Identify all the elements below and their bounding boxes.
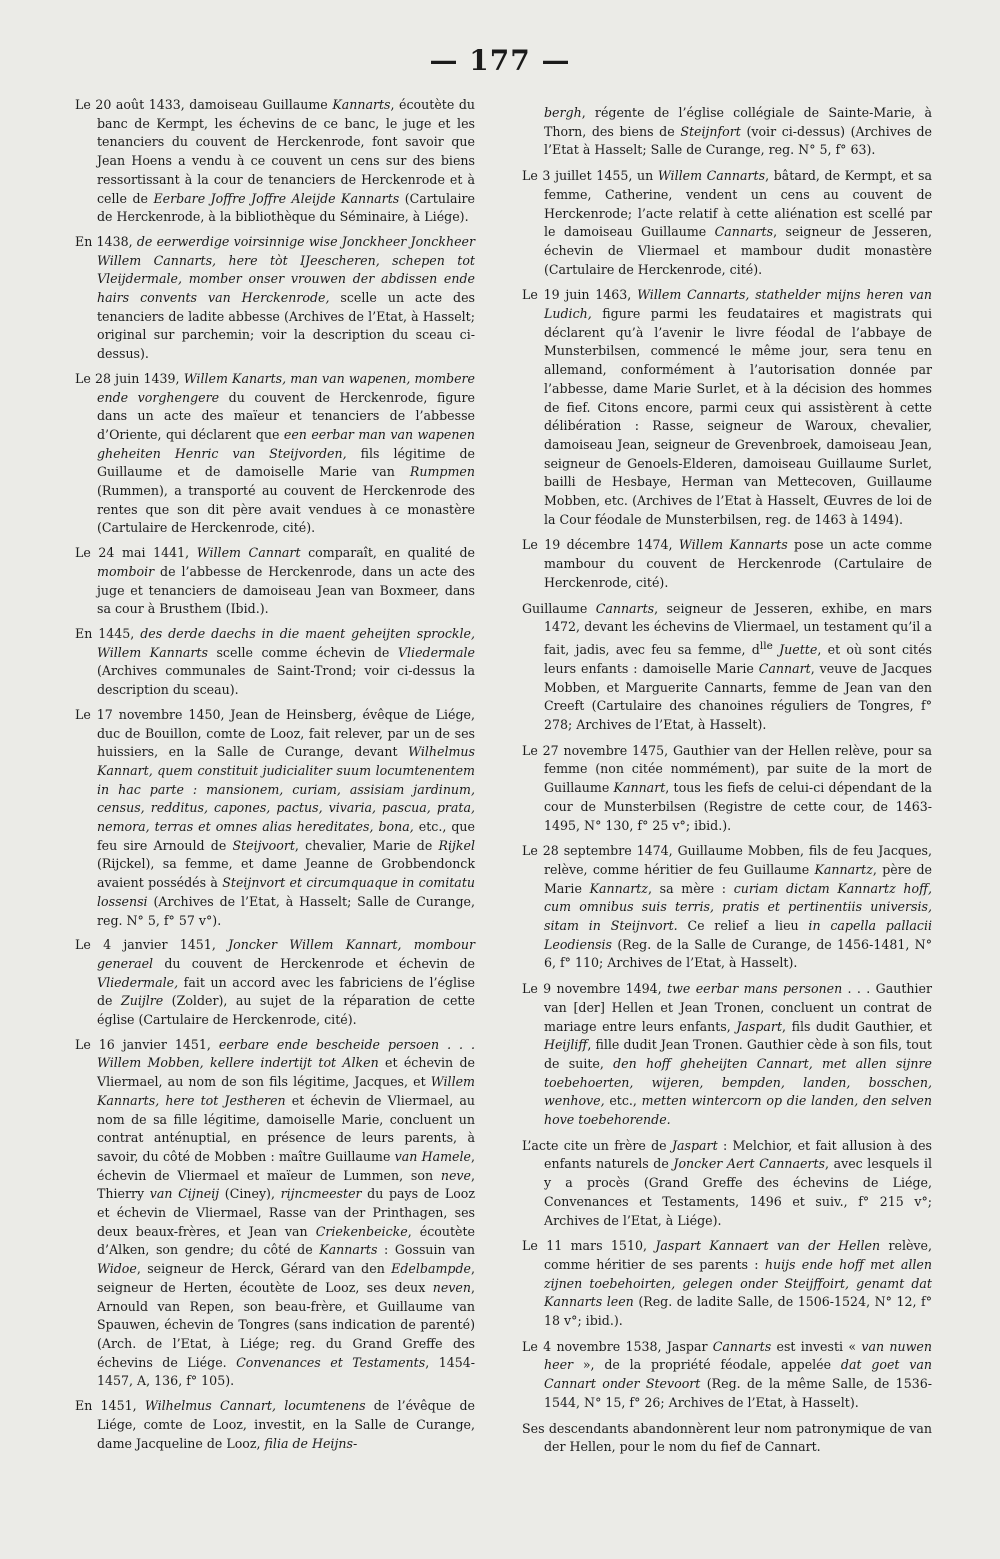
text-run: , avec lesquels il y a procès (Grand Greffe des échevins de Liége, Convenances et Testaments, 1496 et suiv., f° 215 v°; Archives de l’Etat, à Liége).: [544, 1156, 932, 1228]
text-run: : Gossuin van: [377, 1242, 475, 1258]
text-run: , et où sont cités leurs enfants : damoiselle Marie: [544, 642, 932, 676]
text-run: du couvent de Herckenrode, figure dans un acte des maïeur et tenanciers de l’abbesse d’Oriente, qui déclarent que: [97, 389, 475, 442]
italic-text: van Cijneij: [149, 1186, 220, 1202]
text-run: du pays de Looz et échevin de Vliermael, Rasse van der Printhagen, ses deux beaux-frères, et Jean van: [97, 1186, 476, 1239]
text-run: fils légitime de Guillaume et de damoiselle Marie van: [97, 445, 475, 480]
text-run: (Archives de l’Etat, à Hasselt; Salle de Curange, reg. N° 5, f° 57 v°).: [97, 893, 475, 928]
text-run: (voir ci-dessus) (Archives de l’Etat à Hasselt; Salle de Curange, reg. N° 5, f° 63).: [544, 123, 932, 158]
page-number: — 177 —: [429, 44, 571, 77]
text-run: , régente de l’église collégiale de Sainte-Marie, à Thorn, des biens de: [544, 105, 932, 139]
text-run: relève, comme héritier de ses parents :: [544, 1238, 933, 1272]
text-run: et échevin de Vliermael, au nom de son fils légitime, Jacques, et: [97, 1055, 475, 1090]
text-run: etc.,: [604, 1093, 642, 1109]
text-run: Le 9 novembre 1494,: [522, 981, 668, 997]
text-run: , Arnould van Repen, son beau-frère, et Guillaume van Spauwen, échevin de Tongres (sans indication de parenté) (Arch. de l’Etat, à Liége; reg. du Grand Greffe des échevins de Liége.: [97, 1279, 475, 1370]
text-run: Le 28 juin 1439,: [75, 370, 184, 386]
italic-text: Rumpmen: [409, 464, 475, 480]
text-run: Le 19 juin 1463,: [522, 287, 638, 303]
italic-text: Heijliff: [544, 1037, 588, 1053]
italic-text: Willem Kannarts: [678, 537, 788, 553]
italic-text: Steijvoort: [232, 837, 295, 853]
text-run: pose un acte comme mambour du couvent de Herckenrode (Cartulaire de Herckenrode, cité).: [544, 537, 933, 590]
left-column: [75, 96, 475, 1459]
text-run: , tous les fiefs de celui-ci dépendant de la cour de Munsterbilsen (Registre de cette cour, de 1463-1495, N° 130, f° 25 v°; ibid.).: [544, 780, 933, 833]
italic-text: Widoe: [97, 1261, 137, 1277]
text-run: , fils dudit Gauthier, et: [782, 1018, 932, 1034]
text-run: , veuve de Jacques Mobben, et Marguerite Cannarts, femme de Jean van den Creeft (Cartulaire des chanoines réguliers de Tongres, f° 278; Archives de l’Etat, à Hasselt).: [544, 660, 932, 732]
italic-text: Willem Kannarts, here tot Jestheren: [97, 1074, 475, 1108]
text-run: . . . Gauthier van [der] Hellen et Jean Tronen, concluent un contrat de mariage entre leurs enfants,: [544, 981, 932, 1034]
italic-text: de eerwerdige voirsinnige wise Jonckheer Jonckheer Willem Cannarts, here tòt IJeescheren, schepen tot Vleijdermale, momber onser vrouwen der abdissen ende hairs convents van Herckenrode,: [97, 233, 475, 306]
right-column: [522, 104, 932, 1464]
text-run: Le 3 juillet 1455, un: [522, 168, 658, 184]
italic-text: Willem Cannarts: [657, 168, 766, 184]
text-run: , Thierry: [97, 1167, 475, 1202]
italic-text: van nuwen heer: [544, 1338, 932, 1373]
text-run: (Reg. de la même Salle, de 1536-1544, N° 15, f° 26; Archives de l’Etat, à Hasselt).: [544, 1376, 932, 1410]
text-run: Ce relief a lieu: [677, 918, 809, 934]
text-run: , chevalier, Marie de: [294, 837, 439, 853]
paragraph: [522, 600, 932, 735]
paragraph: [522, 1237, 932, 1331]
text-run: lle: [759, 639, 773, 652]
paragraph: [522, 286, 932, 529]
italic-text: eerbare ende bescheide persoen . . . Willem Mobben, kellere indertijt tot Alken: [97, 1036, 476, 1071]
italic-text: neven: [432, 1279, 471, 1295]
italic-text: Wilhelmus Cannart, locumtenens: [144, 1398, 366, 1414]
italic-text: Wilhelmus Kannart, quem constituit judicialiter suum locumtenentem in hac parte : mansionem, curiam, assisiam jardinum, census, redditus, capones, pactus, vivaria, pascua, prata, nemora, terras et omnes alias hereditates, bona,: [97, 744, 475, 835]
italic-text: van Hamele: [394, 1148, 471, 1164]
text-run: , échevin de Vliermael et maïeur de Lummen, son: [97, 1148, 475, 1183]
italic-text: Vliedermale,: [97, 974, 179, 990]
italic-text: Steijnvort et circumquaque in comitatu lossensi: [97, 875, 475, 909]
paragraph: [75, 1036, 475, 1391]
italic-text: Jaspart Kannaert van der Hellen: [655, 1238, 881, 1254]
text-run: comparaît, en qualité de: [300, 545, 476, 561]
italic-text: den hoff gheheijten Cannart, met allen sijnre toebehoerten, wijeren, bempden, landen, bosschen, wenhove,: [544, 1055, 933, 1109]
text-run: scelle un acte des tenanciers de ladite abbesse (Archives de l’Etat, à Hasselt; original sur parchemin; voir la description du sceau ci-dessus).: [97, 290, 475, 362]
text-run: Le 11 mars 1510,: [522, 1238, 656, 1254]
paragraph: [522, 1137, 932, 1231]
text-run: , écoutète d’Alken, son gendre; du côté de: [97, 1223, 475, 1258]
text-run: En 1451,: [75, 1398, 145, 1414]
italic-text: Willem Kanarts, man van wapenen, mombere ende vorghengere: [97, 370, 475, 405]
text-run: de l’évêque de Liége, comte de Looz, investit, en la Salle de Curange, dame Jacqueline de Looz,: [97, 1398, 476, 1451]
italic-text: Kannart: [613, 780, 666, 796]
italic-text: metten wintercorn op die landen, den selven hove toebehorende.: [544, 1093, 932, 1128]
italic-text: Cannarts: [595, 600, 655, 616]
text-run: , fille dudit Jean Tronen. Gauthier cède à son fils, tout de suite,: [544, 1037, 932, 1071]
text-run: (Archives communales de Saint-Trond; voir ci-dessus la description du sceau).: [97, 663, 475, 698]
text-run: , seigneur de Herck, Gérard van den: [136, 1261, 392, 1277]
text-run: (Cartulaire de Herckenrode, à la bibliothèque du Séminaire, à Liége).: [97, 190, 475, 225]
italic-text: huijs ende hoff met allen zijnen toebehoirten, gelegen onder Steijffoirt, genamt dat Kannarts leen: [544, 1256, 932, 1310]
italic-text: Kannarts: [332, 97, 391, 112]
paragraph: [75, 96, 475, 227]
paragraph: [522, 1420, 932, 1457]
italic-text: Kannartz: [814, 861, 873, 877]
italic-text: filia de Heijns-: [264, 1435, 358, 1451]
italic-text: rijncmeester: [280, 1186, 362, 1202]
text-run: (Zolder), au sujet de la réparation de cette église (Cartulaire de Herckenrode, cité).: [97, 993, 475, 1028]
italic-text: Willem Cannarts, stathelder mijns heren van Ludich,: [544, 287, 932, 322]
italic-text: curiam dictam Kannartz hoff, cum omnibus suis terris, pratis et pertinentiis universis, sitam in Steijnvort.: [544, 880, 932, 934]
italic-text: Convenances et Testaments: [236, 1354, 426, 1370]
text-run: Le 24 mai 1441,: [75, 545, 197, 561]
text-run: Le 28 septembre 1474, Guillaume Mobben, fils de feu Jacques, relève, comme héritier de feu Guillaume: [522, 843, 932, 877]
italic-text: Eerbare Joffre Joffre Aleijde Kannarts: [153, 190, 400, 206]
text-run: Guillaume: [522, 600, 596, 616]
text-run: (Reg. de ladite Salle, de 1506-1524, N° 12, f° 18 v°; ibid.).: [544, 1294, 932, 1329]
italic-text: een eerbar man van wapenen gheheiten Henric van Steijvorden,: [97, 426, 475, 461]
text-run: , bâtard, de Kermpt, et sa femme, Catherine, vendent un cens au couvent de Herckenrode; l’acte relatif à cette aliénation est scellé par le damoiseau Guillaume: [544, 168, 933, 240]
text-run: fait un accord avec les fabriciens de l’église de: [97, 974, 475, 1009]
text-run: , 1454-1457, A, 136, f° 105).: [97, 1354, 476, 1389]
italic-text: bergh: [544, 105, 582, 120]
text-run: , seigneur de Jesseren, exhibe, en mars 1472, devant les échevins de Vliermael, un testament qu’il a fait, jadis, avec feu sa femme, d: [544, 600, 932, 658]
paragraph: [522, 167, 932, 279]
italic-text: momboir: [97, 563, 155, 579]
paragraph: [75, 706, 475, 930]
paragraph: [522, 842, 932, 973]
paragraph: [522, 1338, 932, 1413]
italic-text: dat goet van Cannart onder Stevoort: [544, 1357, 933, 1392]
text-run: , seigneur de Jesseren, échevin de Vliermael et mambour dudit monastère (Cartulaire de Herckenrode, cité).: [544, 224, 932, 277]
italic-text: Steijnfort: [680, 123, 741, 139]
paragraph: [75, 233, 475, 364]
text-run: , seigneur de Herten, écoutète de Looz, ses deux: [97, 1261, 475, 1295]
text-run: figure parmi les feudataires et magistrats qui déclarent qu’à l’avenir le livre féodal de l’abbaye de Munsterbilsen, commencé le même jour, sera tenu en allemand, conformément à l’autorisation donnée par l’abbesse, dame Marie Surlet, et à la décision des hommes de fief. Citons encore, parmi ceux qui assistèrent à cette délibération : Rasse, seigneur de Waroux, chevalier, damoiseau Jean, seigneur de Grevenbroek, damoiseau Jean, seigneur de Genoels-Elderen, damoiseau Guillaume Surlet, bailli de Hesbaye, Herman van Mettecoven, Guillaume Mobben, etc. (Archives de l’Etat à Hasselt, Œuvres de loi de la Cour féodale de Munsterbilsen, reg. de 1463 à 1494).: [544, 306, 932, 527]
italic-text: in capella pallacii Leodiensis: [544, 918, 932, 952]
italic-text: Cannarts: [714, 224, 774, 240]
paragraph: [522, 980, 932, 1130]
text-run: de l’abbesse de Herckenrode, dans un acte des juge et tenanciers de damoiseau Jean van Boxmeer, dans sa cour à Brusthem (Ibid.).: [97, 563, 475, 617]
text-run: Le 16 janvier 1451,: [75, 1036, 219, 1052]
italic-text: des derde daechs in die maent geheijten sprockle, Willem Kannarts: [97, 625, 475, 660]
text-run: En 1445,: [75, 625, 141, 641]
text-run: , sa mère :: [647, 880, 734, 896]
paragraph: [522, 104, 932, 160]
text-run: Le 27 novembre 1475, Gauthier van der Hellen relève, pour sa femme (non citée nommément), par suite de la mort de Guillaume: [522, 742, 932, 796]
text-run: Le 4 novembre 1538, Jaspar: [522, 1338, 713, 1354]
text-run: Le 19 décembre 1474,: [522, 537, 679, 553]
text-run: En 1438,: [75, 233, 137, 249]
paragraph: [75, 544, 475, 619]
italic-text: Kannartz: [589, 880, 648, 896]
italic-text: Joncker Willem Kannart, mombour generael: [97, 937, 475, 971]
italic-text: Rijkel: [438, 837, 475, 853]
italic-text: Joncker Aert Cannaerts: [673, 1156, 825, 1172]
text-run: etc., que feu sire Arnould de: [97, 819, 475, 853]
text-run: : Melchior, et fait allusion à des enfants naturels de: [544, 1137, 932, 1172]
italic-text: Vliedermale: [397, 644, 475, 660]
text-run: (Rummen), a transporté au couvent de Herckenrode des rentes que son dit père avait vendues à ce monastère (Cartulaire de Herckenrode, cité).: [97, 483, 475, 536]
italic-text: Criekenbeicke: [315, 1223, 408, 1239]
italic-text: Cannart: [758, 660, 811, 676]
text-run: », de la propriété féodale, appelée: [573, 1357, 841, 1373]
italic-text: Willem Cannart: [196, 545, 301, 561]
paragraph: [522, 742, 932, 836]
text-run: , père de Marie: [544, 861, 933, 896]
text-run: Le 4 janvier 1451,: [75, 937, 229, 953]
italic-text: twe eerbar mans personen: [667, 981, 843, 997]
text-run: L’acte cite un frère de: [522, 1137, 672, 1153]
text-run: du couvent de Herckenrode et échevin de: [153, 955, 475, 971]
paragraph: [75, 370, 475, 538]
text-run: est investi «: [771, 1338, 862, 1354]
text-run: Ses descendants abandonnèrent leur nom patronymique de van der Hellen, pour le nom du fief de Cannart.: [522, 1420, 932, 1455]
text-run: (Reg. de la Salle de Curange, de 1456-1481, N° 6, f° 110; Archives de l’Etat, à Hasselt).: [544, 936, 932, 971]
paragraph: [75, 625, 475, 700]
text-run: scelle comme échevin de: [207, 644, 398, 660]
text-run: (Rijckel), sa femme, et dame Jeanne de Grobbendonck avaient possédés à: [97, 856, 475, 891]
text-run: Le 17 novembre 1450, Jean de Heinsberg, évêque de Liége, duc de Bouillon, comte de Looz, fait relever, par un de ses huissiers, en la Salle de Curange, devant: [75, 706, 475, 760]
text-run: (Ciney),: [219, 1186, 281, 1202]
italic-text: Juette: [779, 642, 818, 658]
italic-text: Jaspart: [736, 1018, 783, 1034]
italic-text: Jaspart: [671, 1137, 718, 1153]
text-run: , écoutète du banc de Kermpt, les échevins de ce banc, le juge et les tenanciers du couvent de Herckenrode, font savoir que Jean Hoens a vendu à ce couvent un cens sur des biens ressortissant à la cour de tenanciers de Herckenrode et à celle de: [97, 97, 475, 206]
paragraph: [75, 1397, 475, 1453]
paragraph: [75, 936, 475, 1030]
italic-text: Kannarts: [319, 1242, 378, 1258]
text-run: et échevin de Vliermael, au nom de sa fille légitime, damoiselle Marie, concluent un contrat anténuptial, en présence de leurs parents, à savoir, du côté de Mobben : maître Guillaume: [97, 1092, 475, 1164]
italic-text: Zuijlre: [120, 993, 164, 1009]
text-run: Le 20 août 1433, damoiseau Guillaume: [75, 97, 333, 112]
italic-text: Cannarts: [712, 1338, 772, 1354]
italic-text: Edelbampde: [391, 1261, 471, 1277]
paragraph: [522, 536, 932, 592]
italic-text: neve: [440, 1167, 471, 1183]
